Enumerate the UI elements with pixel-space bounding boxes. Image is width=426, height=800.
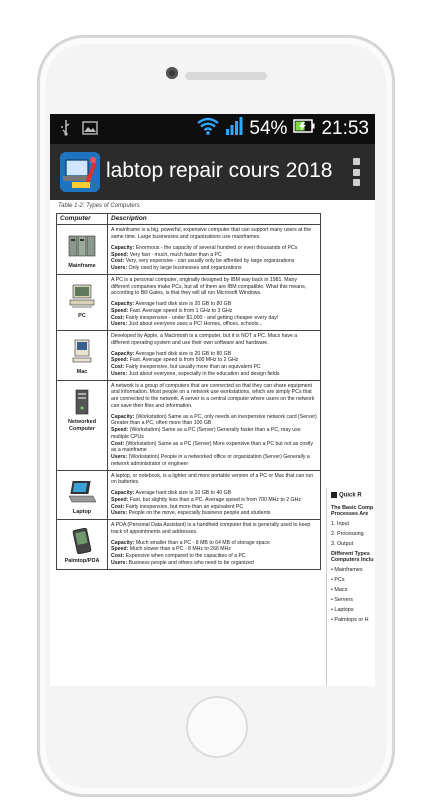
table-row: Mac Developed by Apple, a Macintosh is a computer, but it is NOT a PC. Macs have a different operating system and use their own software and hardware. Capacity: Average hard disk size is 20 GB to 80 GB Speed: Fast. Average speed is from 500 MHz to 2 GHz Cost: Fairly inexpensive, but usually more than an equivalent PC Users: Just about everyone, especially in the education and design fields <box>57 331 321 381</box>
list-item: • Palmtops or H <box>331 616 369 623</box>
networked-computer-icon <box>67 389 97 415</box>
list-item: 2. Processing <box>331 530 364 537</box>
battery-icon <box>293 118 315 140</box>
overflow-menu-icon[interactable] <box>353 158 361 186</box>
status-bar <box>50 114 375 144</box>
side-page-quick-reference <box>326 488 375 686</box>
app-bar <box>50 144 375 200</box>
category-label: Palmtop/PDA <box>64 558 100 565</box>
document-view[interactable] <box>50 200 375 686</box>
header-computer: Computer <box>57 214 108 225</box>
wifi-icon <box>197 117 219 141</box>
computer-types-table <box>56 213 321 570</box>
app-title: labtop repair cours 2018 <box>106 159 333 182</box>
square-bullet-icon <box>331 492 337 498</box>
category-label: Mac <box>76 369 88 376</box>
table-row: Networked Computer A network is a group of computers that are connected so that they can share equipment and information. Most people on a network use workstations, which are simply PCs that are connected to the network. A server is a central computer where users on the network can save their files and information. Capacity: (Workstation) Same as a PC, only needs an inexpensive network card (Server) Greater than a PC, often more than 100 GB Speed: (Workstation) Same as a PC (Server) Generally faster than a PC, may use multiple CPUs Cost: (Workstation) Same as a PC (Server) More expensive than a PC but not as costly as a mainframe Users: (Workstation) People in a networked office or organization (Server) Generally a network administrator or engineer <box>57 380 321 470</box>
side-types-heading: Different Types Computers Inclu <box>331 550 374 563</box>
mac-icon <box>67 339 97 365</box>
clock: 21:53 <box>321 118 369 139</box>
table-row: Palmtop/PDA A PDA (Personal Data Assistant) is a handheld computer that is generally used to keep track of appointments and addresses. Capacity: Much smaller than a PC - 8 MB to 64 MB of storage space Speed: Much slower than a PC - 8 MHz to 266 MHz Cost: Expensive when compared to the capacities of a PC Users: Business people and others who need to be organized <box>57 520 321 570</box>
table-row: PC A PC is a personal computer, originally designed by IBM way back in 1981. Many different companies make PCs, but all of them are IBM compatible. What this means, according to Bill Gates, is that they will all run Microsoft Windows. Capacity: Average hard disk size is 20 GB to 80 GB Speed: Fast. Average speed is from 1 GHz to 3 GHz Cost: Fairly inexpensive - under $1,000 - and getting cheaper every day! Users: Just about everyone uses a PC! Homes, offices, schools... <box>57 274 321 330</box>
list-item: • Servers <box>331 596 353 603</box>
category-label: PC <box>78 312 86 319</box>
category-label: Mainframe <box>68 263 96 270</box>
pc-icon <box>67 283 97 309</box>
row-intro: A mainframe is a big, powerful, expensive computer that can support many users at the same time. Large businesses and organizations use mainframes. <box>111 227 312 241</box>
row-intro: A PC is a personal computer, originally designed by IBM way back in 1981. Many different companies make PCs, but all of them are IBM compatible. What this means, according to Bill Gates, is that they will all run Microsoft Windows. <box>111 276 307 297</box>
list-item: • Laptops <box>331 606 354 613</box>
row-intro: A PDA (Personal Data Assistant) is a handheld computer that is generally used to keep track of appointments and addresses. <box>111 522 311 535</box>
row-intro: A laptop, or notebook, is a lighter and more portable version of a PC or Mac that can run on batteries. <box>111 472 314 486</box>
category-label: Networked Computer <box>67 418 97 432</box>
list-item: 1. Input <box>331 520 349 527</box>
list-item: • PCs <box>331 576 345 583</box>
signal-icon <box>225 117 243 141</box>
row-intro: A network is a group of computers that are connected so that they can share equipment and information. Most people on a network use workstations, which are simply PCs that are connected to the network. A server is a central computer where users on the network can save their files and information. <box>111 382 315 409</box>
header-description: Description <box>108 214 321 225</box>
row-intro: Developed by Apple, a Macintosh is a computer, but it is NOT a PC. Macs have a different operating system and use their own software and hardware. <box>111 333 298 346</box>
palmtop-icon <box>67 528 97 554</box>
table-row: Mainframe A mainframe is a big, powerful, expensive computer that can support many users at the same time. Large businesses and organizations use mainframes. Capacity: Enormous - the capacity of several hundred or even thousands of PCs Speed: Very fast - much, much faster than a PC Cost: Very, very expensive - can usually only be afforded by large organizations Users: Only used by large businesses and organizations <box>57 225 321 275</box>
usb-icon <box>60 120 72 141</box>
front-camera <box>166 67 178 79</box>
app-logo-icon <box>60 152 100 192</box>
side-heading: Quick R <box>339 492 362 499</box>
table-row: Laptop A laptop, or notebook, is a lighter and more portable version of a PC or Mac that can run on batteries. Capacity: Average hard disk size is 10 GB to 40 GB Speed: Fast, but slightly less than a PC. Average speed is from 700 MHz to 2 GHz Cost: Fairly inexpensive, but more than an equivalent PC Users: People on the move, especially business people and students <box>57 470 321 520</box>
home-button[interactable] <box>186 696 248 758</box>
battery-percent: 54% <box>249 118 288 139</box>
earpiece-speaker <box>185 72 267 80</box>
mainframe-icon <box>67 233 97 259</box>
laptop-icon <box>67 479 97 505</box>
table-caption: Table 1-2: Types of Computers <box>58 203 140 209</box>
image-icon <box>82 121 98 140</box>
phone-screen <box>50 114 375 686</box>
list-item: 3. Output <box>331 540 354 547</box>
category-label: Laptop <box>72 508 92 515</box>
side-subheading: The Basic Comp Processes Are <box>331 504 374 517</box>
list-item: • Mainframes <box>331 566 363 573</box>
list-item: • Macs <box>331 586 348 593</box>
